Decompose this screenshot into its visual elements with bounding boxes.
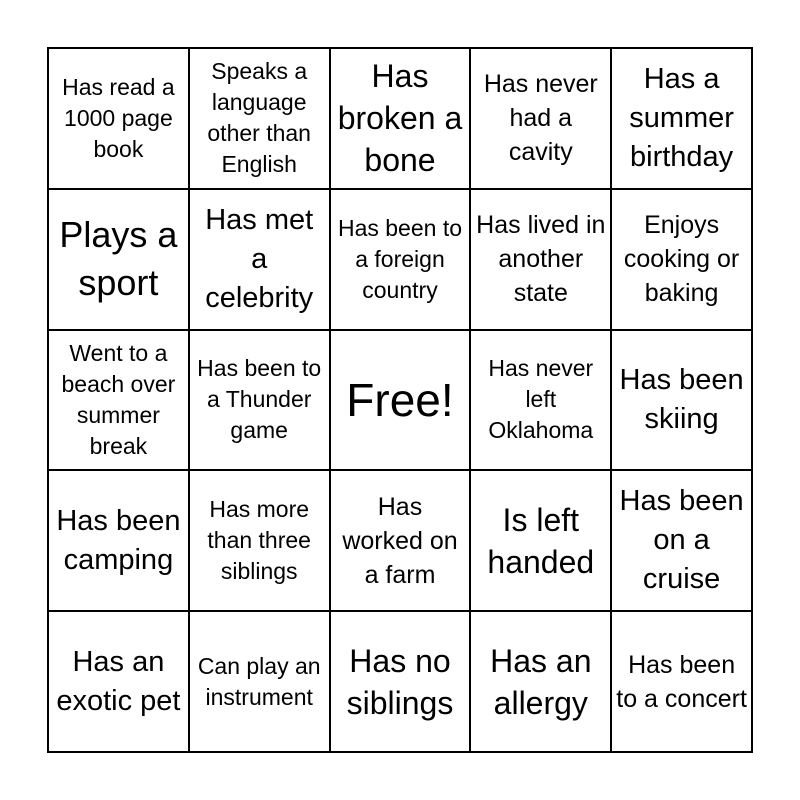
bingo-cell[interactable]: Has been to a foreign country — [330, 189, 471, 330]
bingo-cell[interactable]: Has been to a Thunder game — [189, 330, 330, 471]
bingo-cell[interactable]: Has no siblings — [330, 611, 471, 752]
bingo-cell[interactable]: Can play an instrument — [189, 611, 330, 752]
bingo-cell[interactable]: Has an allergy — [470, 611, 611, 752]
bingo-cell[interactable]: Has been on a cruise — [611, 470, 752, 611]
bingo-cell[interactable]: Plays a sport — [48, 189, 189, 330]
bingo-cell[interactable]: Has never had a cavity — [470, 48, 611, 189]
bingo-cell[interactable]: Has more than three siblings — [189, 470, 330, 611]
bingo-cell[interactable]: Went to a beach over summer break — [48, 330, 189, 471]
bingo-cell[interactable]: Has been camping — [48, 470, 189, 611]
bingo-cell[interactable]: Speaks a language other than English — [189, 48, 330, 189]
bingo-cell[interactable]: Has lived in another state — [470, 189, 611, 330]
bingo-cell[interactable]: Is left handed — [470, 470, 611, 611]
bingo-cell[interactable]: Has a summer birthday — [611, 48, 752, 189]
bingo-cell[interactable]: Has met a celebrity — [189, 189, 330, 330]
bingo-cell[interactable]: Has read a 1000 page book — [48, 48, 189, 189]
bingo-board — [47, 47, 753, 753]
bingo-cell[interactable]: Has broken a bone — [330, 48, 471, 189]
free-space[interactable]: Free! — [330, 330, 471, 471]
bingo-cell[interactable]: Has never left Oklahoma — [470, 330, 611, 471]
bingo-cell[interactable]: Has been skiing — [611, 330, 752, 471]
bingo-cell[interactable]: Has worked on a farm — [330, 470, 471, 611]
bingo-cell[interactable]: Has an exotic pet — [48, 611, 189, 752]
bingo-cell[interactable]: Enjoys cooking or baking — [611, 189, 752, 330]
bingo-cell[interactable]: Has been to a concert — [611, 611, 752, 752]
